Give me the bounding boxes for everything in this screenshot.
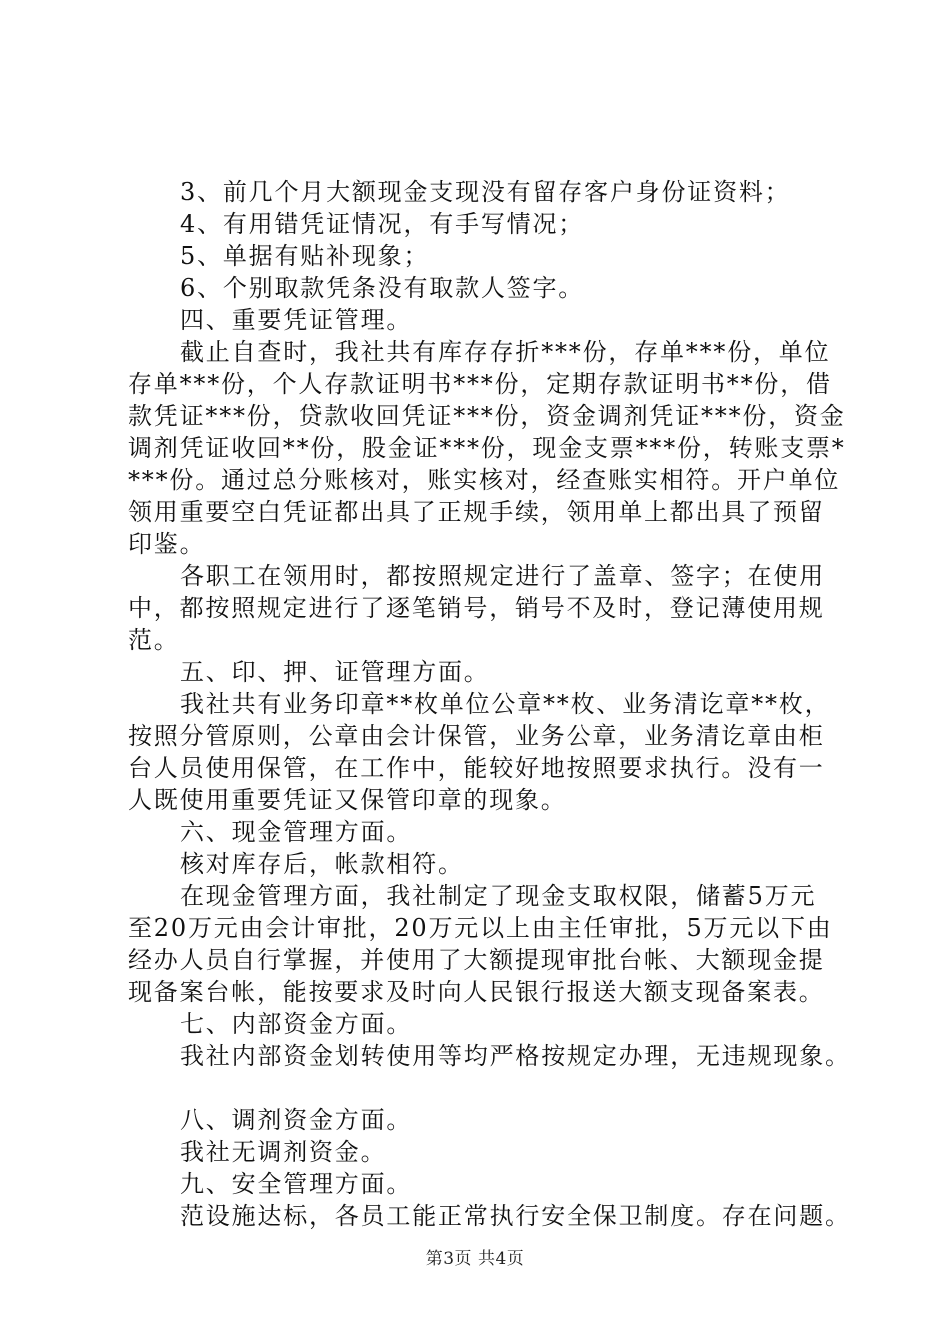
text-line: 在现金管理方面，我社制定了现金支取权限，储蓄5万元	[180, 882, 817, 910]
text-line: 领用重要空白凭证都出具了正规手续，领用单上都出具了预留	[128, 498, 825, 526]
text-line: 各职工在领用时，都按照规定进行了盖章、签字；在使用	[180, 562, 825, 590]
text-line: 四、重要凭证管理。	[180, 306, 413, 334]
text-line: 截止自查时，我社共有库存存折***份，存单***份，单位	[180, 338, 831, 366]
text-line: 存单***份，个人存款证明书***份，定期存款证明书**份，借	[128, 370, 832, 398]
text-line: 调剂凭证收回**份，股金证***份，现金支票***份，转账支票*	[128, 434, 846, 462]
text-line: 范设施达标，各员工能正常执行安全保卫制度。存在问题。	[180, 1202, 851, 1230]
document-body	[128, 176, 851, 1232]
text-line: 我社共有业务印章**枚单位公章**枚、业务清讫章**枚，	[180, 690, 831, 718]
text-line: 核对库存后，帐款相符。	[180, 850, 464, 878]
text-line: 我社内部资金划转使用等均严格按规定办理，无违规现象。	[180, 1042, 851, 1070]
page-footer: 第3页 共4页	[425, 1249, 525, 1269]
text-line	[128, 1072, 828, 1104]
text-line: 款凭证***份，贷款收回凭证***份，资金调剂凭证***份，资金	[128, 402, 846, 430]
text-line: 现备案台帐，能按要求及时向人民银行报送大额支现备案表。	[128, 978, 825, 1006]
text-line: 按照分管原则，公章由会计保管，业务公章，业务清讫章由柜	[128, 722, 825, 750]
text-line: 七、内部资金方面。	[180, 1010, 413, 1038]
text-line: 人既使用重要凭证又保管印章的现象。	[128, 786, 567, 814]
text-line: 中，都按照规定进行了逐笔销号，销号不及时，登记薄使用规	[128, 594, 825, 622]
text-line: ***份。通过总分账核对，账实核对，经查账实相符。开户单位	[128, 466, 841, 494]
text-line: 经办人员自行掌握，并使用了大额提现审批台帐、大额现金提	[128, 946, 825, 974]
text-line: 5、单据有贴补现象；	[180, 242, 430, 270]
text-line: 4、有用错凭证情况，有手写情况；	[180, 210, 585, 238]
text-line: 我社无调剂资金。	[180, 1138, 387, 1166]
text-line: 至20万元由会计审批，20万元以上由主任审批，5万元以下由	[128, 914, 833, 942]
text-line: 印鉴。	[128, 530, 206, 558]
text-line: 九、安全管理方面。	[180, 1170, 413, 1198]
text-line: 台人员使用保管，在工作中，能较好地按照要求执行。没有一	[128, 754, 825, 782]
text-line: 6、个别取款凭条没有取款人签字。	[180, 274, 585, 302]
text-line: 六、现金管理方面。	[180, 818, 413, 846]
text-line: 八、调剂资金方面。	[180, 1106, 413, 1134]
text-line: 3、前几个月大额现金支现没有留存客户身份证资料；	[180, 178, 791, 206]
text-line: 五、印、押、证管理方面。	[180, 658, 490, 686]
text-line: 范。	[128, 626, 180, 654]
